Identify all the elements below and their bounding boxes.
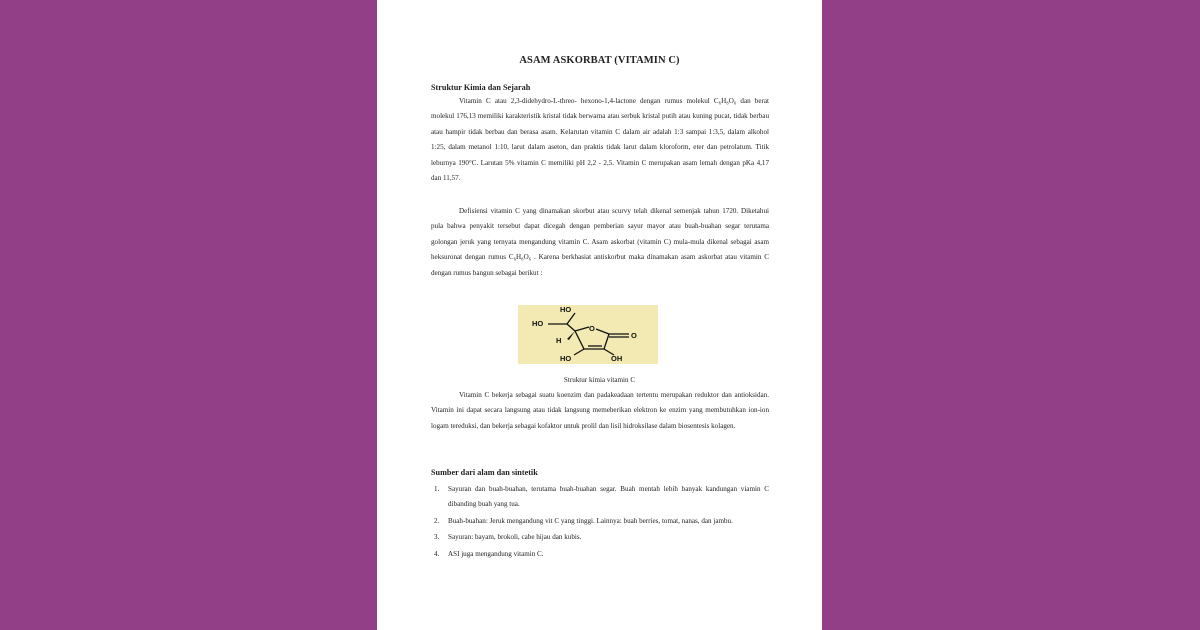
- document-title: ASAM ASKORBAT (VITAMIN C): [519, 55, 680, 66]
- molecule-label-ring-o: O: [589, 324, 595, 333]
- molecule-label-h: H: [556, 336, 562, 345]
- molecule-label-ho-bottom: HO: [560, 354, 572, 363]
- list-item: 4. ASI juga mengandung vitamin C.: [434, 549, 544, 558]
- vitamin-c-structure-diagram: [518, 305, 658, 364]
- document-page: [377, 0, 822, 630]
- molecule-label-oh-bottom: OH: [611, 354, 623, 363]
- list-item: 2. Buah-buahan: Jeruk mengandung vit C yang tinggi. Lainnya: buah berries, tomat, nanas, dan jambu.: [434, 516, 733, 525]
- vitamin-c-structure-figure: [518, 305, 658, 364]
- sources-list: [431, 482, 769, 563]
- paragraph-chemical-properties: Vitamin C atau 2,3-didehydro-L-threo- hexono-1,4-lactone dengan rumus molekul C₆H₈O₆ dan berat molekul 176,13 memiliki karakteristik kristal tidak berwarna atau serbuk kristal putih atau kuning pucat, tidak berbau atau hampir tidak berbau dan berasa asam. Kelarutan vitamin C dalam air adalah 1:3 sampai 1:3,5, dalam alkohol 1:25, dalam metanol 1:10, larut dalam aseton, dan praktis tidak larut dalam kloroform, eter dan petrolatum. Titik leburnya 190°C. Larutan 5% vitamin C memiliki pH 2,2 - 2,5. Vitamin C merupakan asam lemah dengan pKa 4,17 dan 11,57.: [431, 97, 769, 183]
- list-item: 1. Sayuran dan buah-buahan, terutama buah-buahan segar. Buah mentah lebih banyak kandungan viamin C dibanding buah yang tua.: [434, 485, 769, 509]
- list-item: 3. Sayuran: bayam, brokoli, cabe hijau dan kubis.: [434, 533, 582, 542]
- figure-caption: Struktur kimia vitamin C: [563, 376, 636, 384]
- molecule-label-ho-top: HO: [560, 305, 572, 314]
- paragraph-function: Vitamin C bekerja sebagai suatu koenzim dan padakeadaan tertentu merupakan reduktor dan antioksidan. Vitamin ini dapat secara langsung atau tidak langsung memeberikan elektron ke enzim yang membutuhkan ion-ion logam tereduksi, dan bekerja sebagai kofaktor untuk prolil dan lisil hidroksilase dalam biosentesis kolagen.: [431, 391, 769, 430]
- section-heading-structure: Struktur Kimia dan Sejarah: [431, 83, 531, 92]
- molecule-label-ho-mid: HO: [532, 319, 544, 328]
- molecule-label-carbonyl-o: O: [631, 331, 637, 340]
- paragraph-history: Defisiensi vitamin C yang dinamakan skorbut atau scurvy telah dikenal semenjak tahun 1720. Diketahui pula bahwa penyakit tersebut dapat dicegah dengan pemberian sayur mayor atau buah-buahan segar terutama golongan jeruk yang ternyata mengandung vitamin C. Asam askorbat (vitamin C) mula-mula dikenal sebagai asam heksuronat dengan rumus C₆H₈O₆ . Karena berkhasiat antiskorbut maka dinamakan asam askorbat atau vitamin C dengan rumus bangun sebagai berikut :: [431, 207, 769, 277]
- section-heading-sources: Sumber dari alam dan sintetik: [431, 468, 538, 477]
